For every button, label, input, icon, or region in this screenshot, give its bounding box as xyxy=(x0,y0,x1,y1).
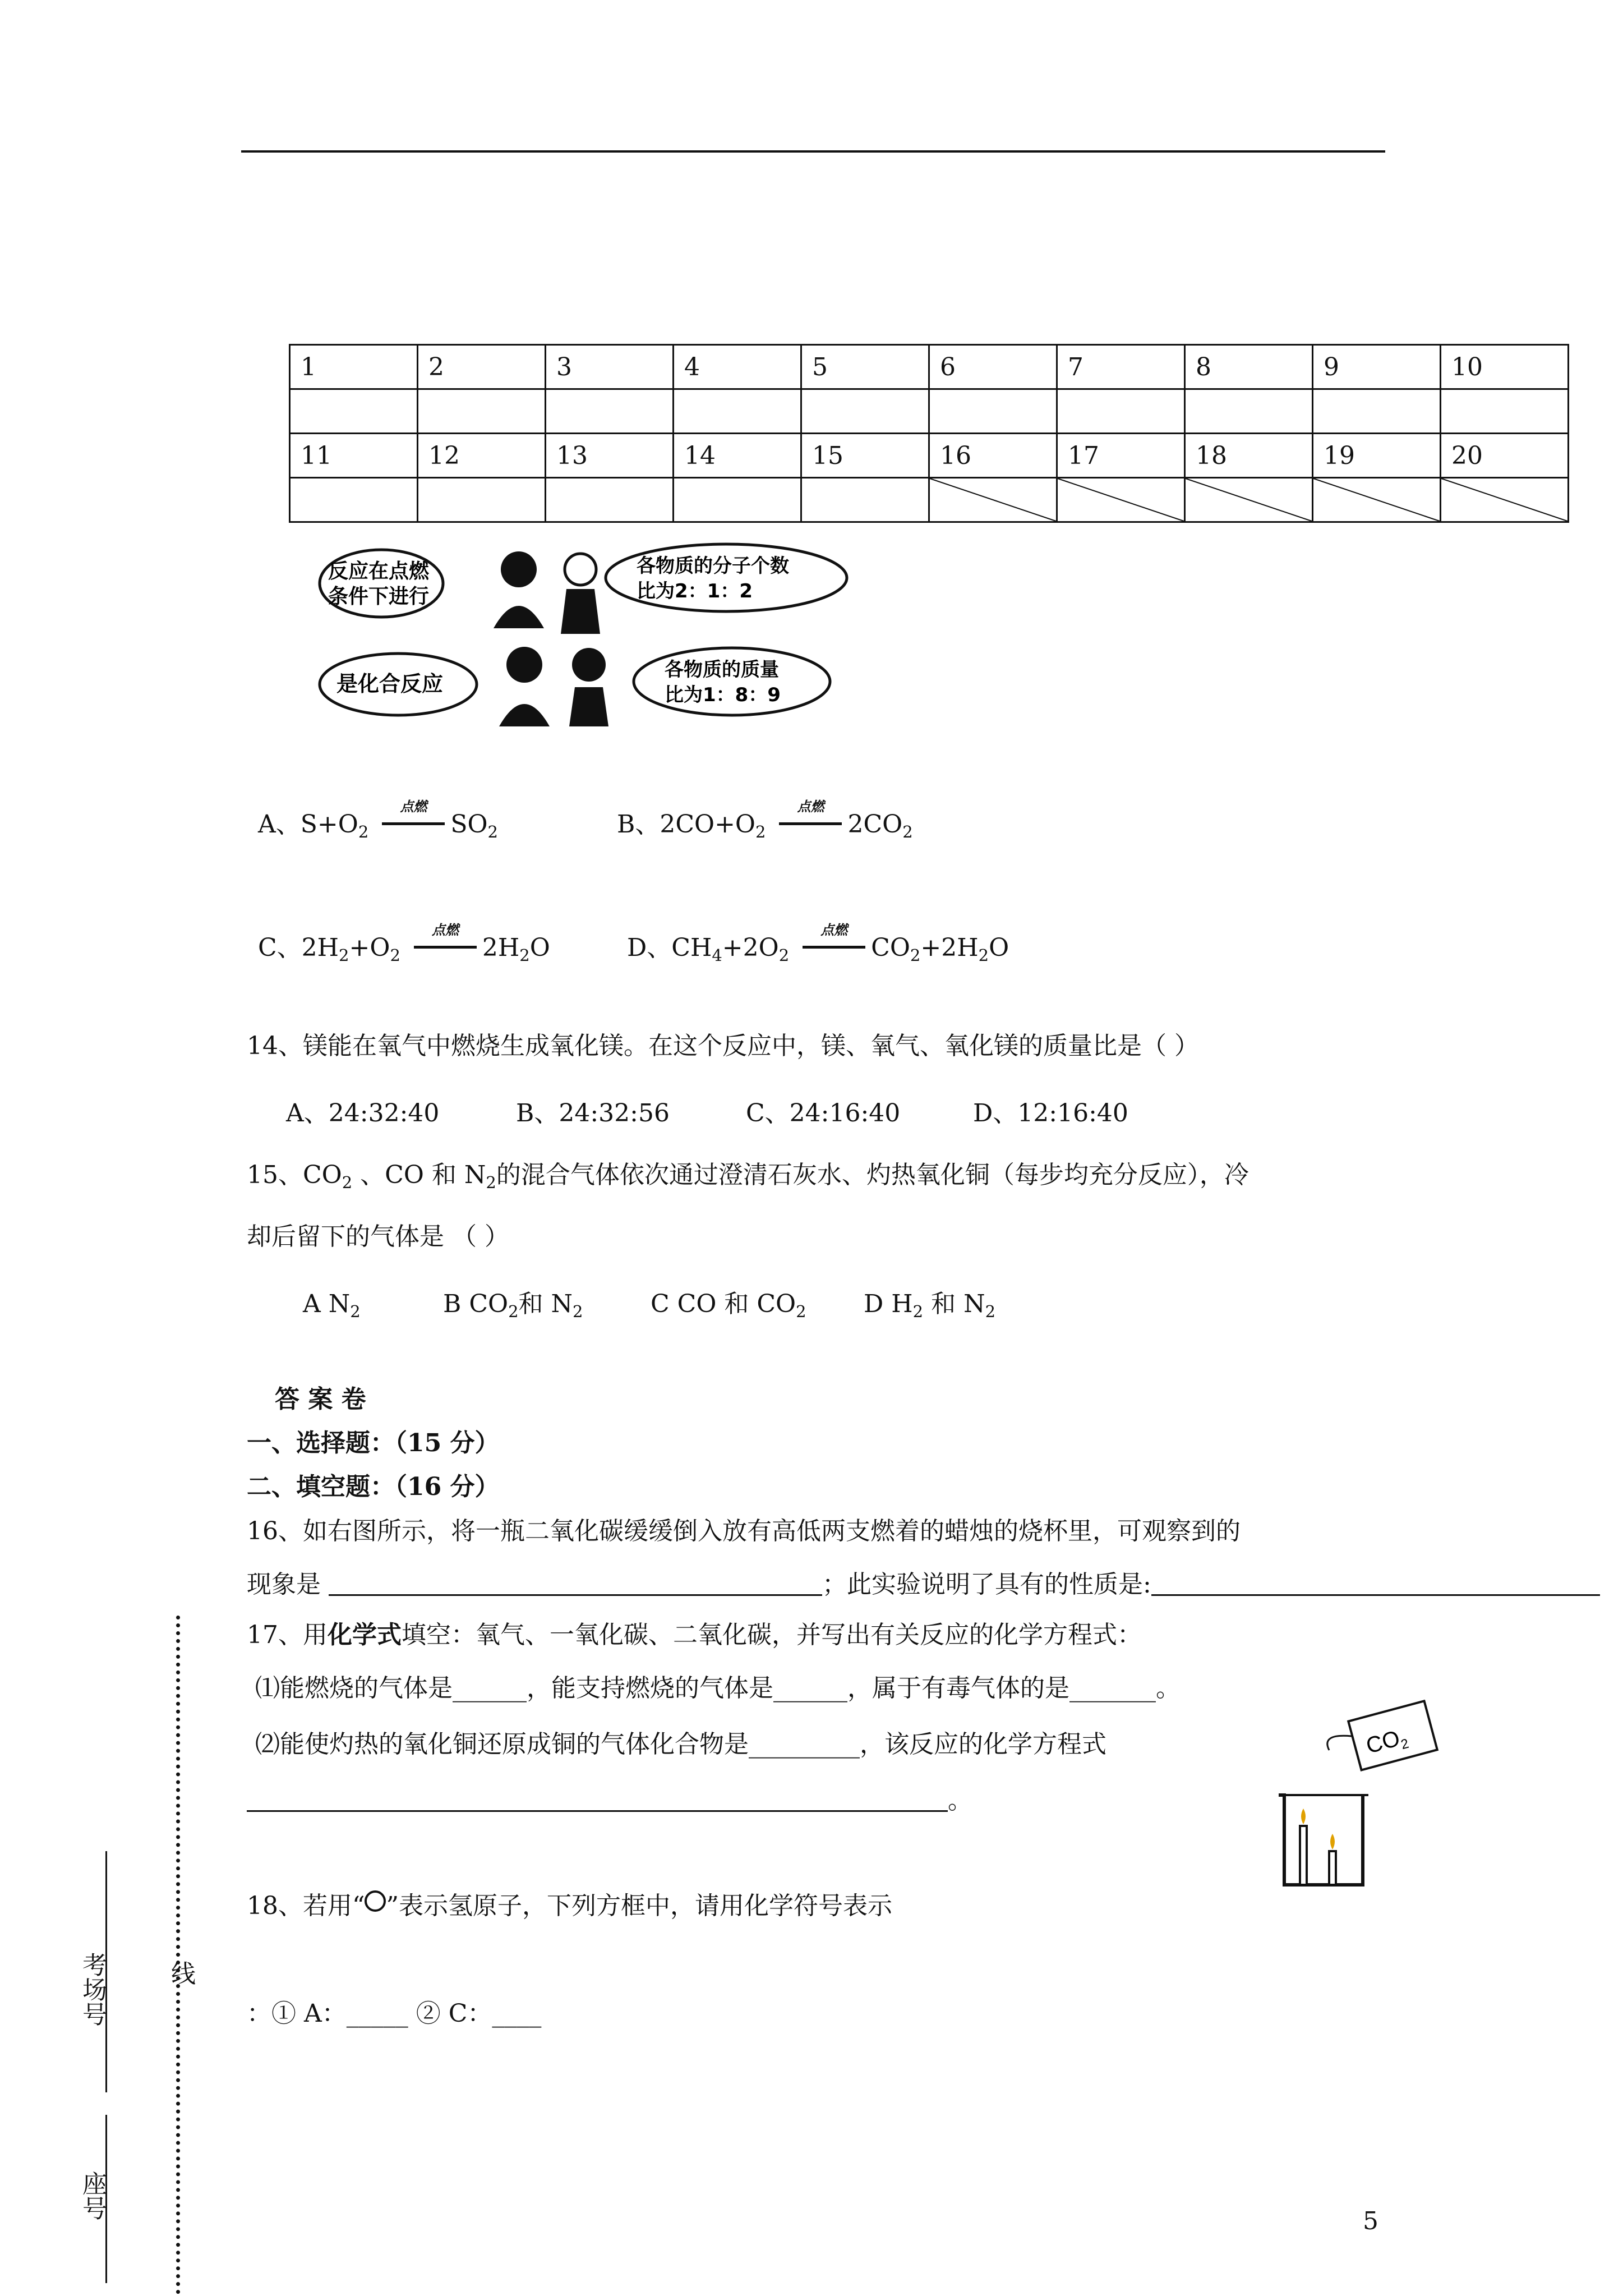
grid-cell: 18 xyxy=(1185,434,1313,478)
grid-cell: 17 xyxy=(1057,434,1185,478)
grid-cell: 12 xyxy=(418,434,546,478)
answer-sheet-title: 答 案 卷 xyxy=(275,1385,366,1414)
beaker-candles-illustration xyxy=(1262,1700,1453,1890)
grid-answer-row-2 xyxy=(290,478,1569,522)
option-a: A、$S+O_2$ 点燃 $SO_2$ xyxy=(258,798,498,841)
grid-cell: 11 xyxy=(290,434,418,478)
flame-icon xyxy=(1330,1834,1335,1849)
answer-cell[interactable] xyxy=(290,478,418,522)
answer-grid xyxy=(289,344,1569,523)
grid-cell: 15 xyxy=(801,434,929,478)
reaction-arrow: 点燃 xyxy=(800,926,868,959)
grid-cell: 16 xyxy=(929,434,1057,478)
q14-option-c[interactable]: C、24:16:40 xyxy=(746,1099,901,1128)
answer-cell[interactable] xyxy=(1313,389,1441,434)
blank-field[interactable] xyxy=(247,1810,948,1812)
bubble-text: 反应在点燃 xyxy=(328,560,430,583)
grid-cell: 5 xyxy=(801,345,929,389)
answer-cell[interactable] xyxy=(801,389,929,434)
grid-cell: 7 xyxy=(1057,345,1185,389)
question-15-line2: 却后留下的气体是 （ ） xyxy=(247,1222,509,1251)
grid-cell: 6 xyxy=(929,345,1057,389)
hydrogen-atom-icon xyxy=(365,1890,386,1912)
answer-cell[interactable] xyxy=(418,389,546,434)
page-number: 5 xyxy=(1363,2207,1378,2235)
grid-row-numbers-2 xyxy=(290,434,1569,478)
q15-option-b[interactable]: B $CO_2$和 $N_2$ xyxy=(443,1290,583,1321)
answer-cell[interactable] xyxy=(290,389,418,434)
section-fill: 二、填空题：（16 分） xyxy=(247,1473,500,1501)
grid-cell: 19 xyxy=(1313,434,1441,478)
q15-option-c[interactable]: C CO 和 $CO_2$ xyxy=(651,1290,806,1321)
q14-option-d[interactable]: D、12:16:40 xyxy=(973,1099,1128,1128)
grid-cell: 2 xyxy=(418,345,546,389)
line-label: 线 xyxy=(167,1961,195,1985)
person-icon xyxy=(569,648,608,726)
crossed-cell xyxy=(1441,478,1569,522)
q14-option-a[interactable]: A、24:32:40 xyxy=(286,1099,440,1128)
grid-cell: 1 xyxy=(290,345,418,389)
reaction-arrow: 点燃 xyxy=(412,926,479,959)
grid-cell: 8 xyxy=(1185,345,1313,389)
flame-icon xyxy=(1301,1809,1306,1824)
question-17-line4: 。 xyxy=(247,1787,972,1815)
blank-field[interactable] xyxy=(1151,1594,1600,1596)
bubble-text: 比为1：8：9 xyxy=(665,684,781,706)
person-icon xyxy=(494,551,544,628)
question-16-line2: 现象是 ；此实验说明了具有的性质是: xyxy=(247,1571,1600,1599)
question-17-line3: ⑵能使灼热的氧化铜还原成铜的气体化合物是_________，该反应的化学方程式 xyxy=(255,1730,1106,1759)
beaker-co2-label: $CO_2$ xyxy=(1363,1726,1410,1759)
crossed-cell xyxy=(1057,478,1185,522)
option-c: C、$2H_2+O_2$ 点燃 $2H_2O$ xyxy=(258,922,550,965)
question-15-line1: 15、$CO_2$ 、CO 和 $N_2$的混合气体依次通过澄清石灰水、灼热氧化铜（每步均充分反应），冷 xyxy=(247,1161,1249,1192)
question-17-line2: ⑴能燃烧的气体是______，能支持燃烧的气体是______，属于有毒气体的是_______。 xyxy=(255,1674,1181,1703)
section-choice: 一、选择题：（15 分） xyxy=(247,1429,500,1457)
header-rule xyxy=(241,150,1385,153)
bubble-text: 各物质的分子个数 xyxy=(637,555,789,577)
bubble-text: 是化合反应 xyxy=(336,671,444,696)
answer-cell[interactable] xyxy=(418,478,546,522)
option-b: B、$2CO+O_2$ 点燃 $2CO_2$ xyxy=(617,798,913,841)
exam-room-label: 考场号 xyxy=(78,1952,107,2026)
bubble-text: 条件下进行 xyxy=(328,585,430,608)
question-18-line1: 18、若用“ ”表示氢原子，下列方框中，请用化学符号表示 xyxy=(247,1892,892,1920)
grid-cell: 3 xyxy=(546,345,674,389)
question-14: 14、镁能在氧气中燃烧生成氧化镁。在这个反应中，镁、氧气、氧化镁的质量比是（ ） xyxy=(247,1032,1199,1060)
grid-cell: 13 xyxy=(546,434,674,478)
reaction-arrow: 点燃 xyxy=(777,802,844,836)
answer-cell[interactable] xyxy=(546,478,674,522)
reaction-arrow: 点燃 xyxy=(380,802,447,836)
person-icon xyxy=(561,554,600,634)
grid-cell: 14 xyxy=(674,434,801,478)
q14-option-b[interactable]: B、24:32:56 xyxy=(516,1099,670,1128)
grid-cell: 4 xyxy=(674,345,801,389)
answer-cell[interactable] xyxy=(546,389,674,434)
q15-option-d[interactable]: D $H_2$ 和 $N_2$ xyxy=(864,1290,996,1321)
crossed-cell xyxy=(929,478,1057,522)
seat-label: 座号 xyxy=(78,2171,107,2220)
answer-cell[interactable] xyxy=(801,478,929,522)
grid-answer-row-1 xyxy=(290,389,1569,434)
answer-cell[interactable] xyxy=(929,389,1057,434)
grid-cell: 9 xyxy=(1313,345,1441,389)
binding-dotted-line xyxy=(176,1616,180,2294)
answer-cell[interactable] xyxy=(674,478,801,522)
option-d: D、$CH_4+2O_2$ 点燃 $CO_2+2H_2O$ xyxy=(627,922,1009,965)
blank-field[interactable] xyxy=(329,1594,822,1596)
crossed-cell xyxy=(1313,478,1441,522)
person-icon xyxy=(499,647,550,726)
bubble-text: 各物质的质量 xyxy=(665,659,779,681)
answer-cell[interactable] xyxy=(1441,389,1569,434)
grid-cell: 10 xyxy=(1441,345,1569,389)
cartoon-dialogue-illustration xyxy=(314,539,852,729)
question-17-line1: 17、用化学式填空：氧气、一氧化碳、二氧化碳，并写出有关反应的化学方程式： xyxy=(247,1621,1142,1649)
bubble-text: 比为2：1：2 xyxy=(637,580,753,602)
grid-cell: 20 xyxy=(1441,434,1569,478)
q15-option-a[interactable]: A $N_2$ xyxy=(303,1290,361,1321)
question-16-line1: 16、如右图所示，将一瓶二氧化碳缓缓倒入放有高低两支燃着的蜡烛的烧杯里，可观察到的 xyxy=(247,1517,1241,1545)
answer-cell[interactable] xyxy=(1185,389,1313,434)
question-18-line2: ：① A：_____ ② C：____ xyxy=(247,1999,542,2028)
answer-cell[interactable] xyxy=(1057,389,1185,434)
grid-row-numbers-1 xyxy=(290,345,1569,389)
answer-cell[interactable] xyxy=(674,389,801,434)
crossed-cell xyxy=(1185,478,1313,522)
